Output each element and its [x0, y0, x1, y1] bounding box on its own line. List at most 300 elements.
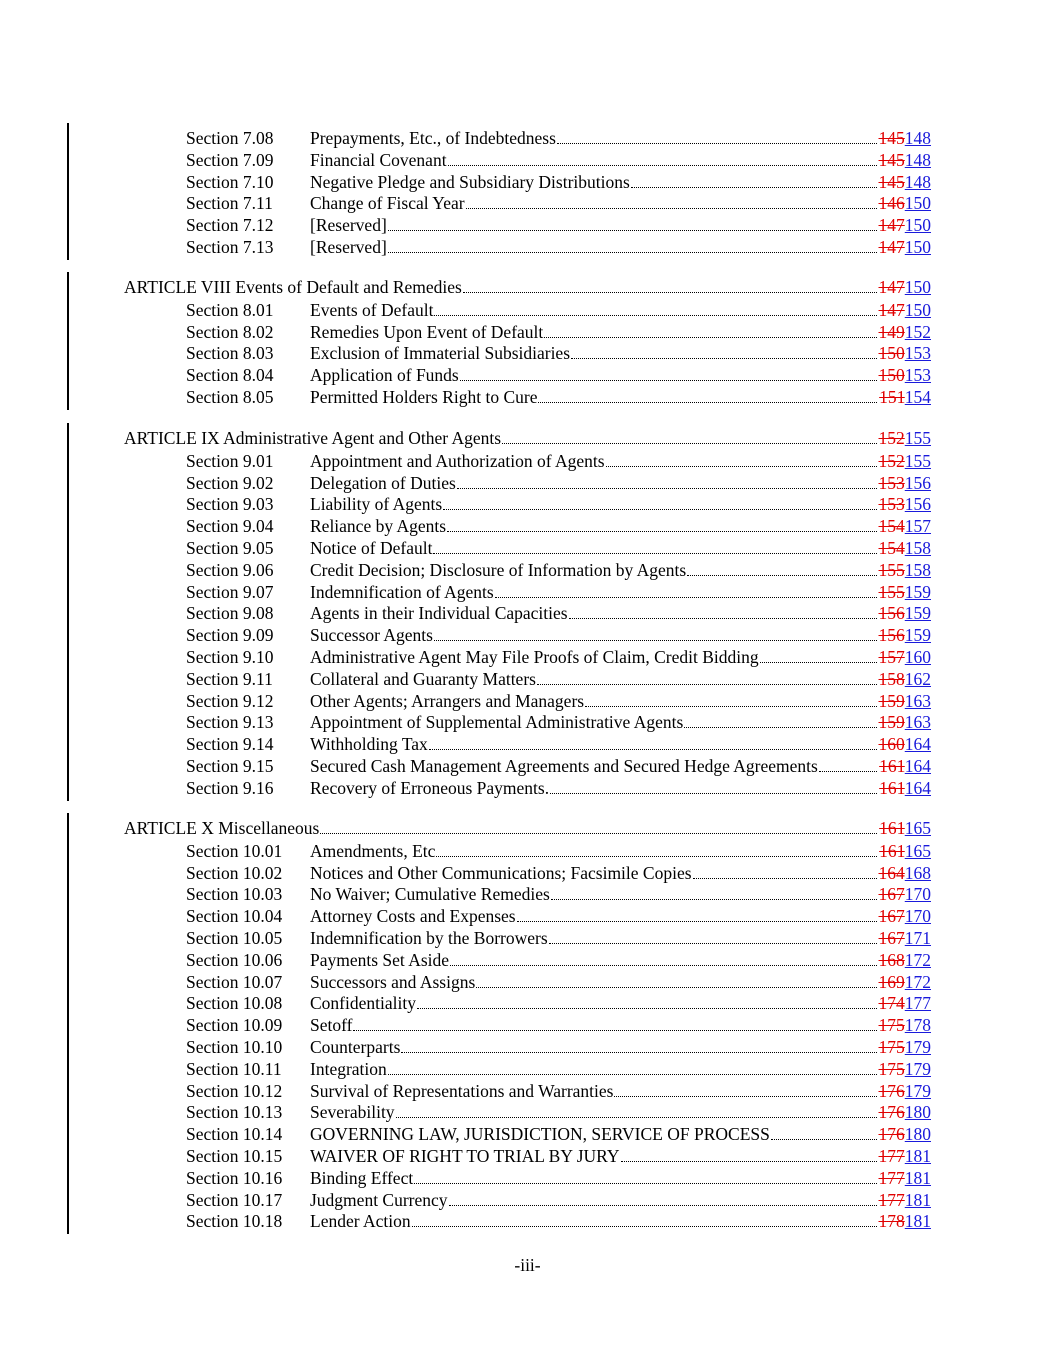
section-title: Binding Effect [310, 1167, 414, 1188]
deleted-page-number: 151 [879, 387, 905, 407]
toc-section-entry[interactable] [0, 992, 1055, 1014]
dot-leader [450, 964, 876, 966]
section-title: Liability of Agents [310, 494, 443, 515]
toc-section-entry[interactable] [0, 1210, 1055, 1232]
section-title: Recovery of Erroneous Payments. [310, 777, 550, 798]
inserted-page-link[interactable]: 164 [904, 756, 931, 776]
deleted-page-number: 167 [878, 906, 905, 927]
section-number: Section 10.06 [186, 949, 283, 970]
dot-leader [538, 401, 877, 403]
toc-section-entry[interactable] [0, 711, 1055, 733]
section-title: Judgment Currency [310, 1189, 448, 1210]
dot-leader [320, 832, 877, 834]
dot-leader [551, 898, 877, 900]
inserted-page-link[interactable]: 180 [904, 1124, 931, 1145]
dot-leader [449, 1204, 877, 1206]
dot-leader [463, 291, 877, 293]
page-number: -iii- [514, 1255, 541, 1275]
section-title: Collateral and Guaranty Matters [310, 668, 536, 689]
toc-section-entry[interactable] [0, 149, 1055, 171]
section-number: Section 9.02 [186, 472, 274, 493]
inserted-page-link[interactable]: 160 [904, 647, 931, 667]
page-reference [879, 493, 932, 515]
section-title: Permitted Holders Right to Cure [310, 387, 538, 407]
section-number: Section 9.05 [186, 538, 274, 558]
section-number: Section 10.10 [186, 1037, 283, 1057]
page-reference [879, 321, 932, 343]
inserted-page-link[interactable]: 155 [904, 428, 931, 448]
inserted-page-link[interactable]: 165 [904, 818, 931, 838]
page-reference [879, 711, 932, 733]
dot-leader [353, 1029, 876, 1031]
page-reference [879, 883, 932, 905]
section-title: Exclusion of Immaterial Subsidiaries [310, 343, 571, 364]
toc-section-entry[interactable] [0, 905, 1055, 927]
inserted-page-link[interactable]: 148 [904, 149, 931, 170]
inserted-page-link[interactable]: 157 [904, 516, 931, 537]
inserted-page-link[interactable]: 156 [904, 494, 931, 515]
inserted-page-link[interactable]: 150 [904, 193, 931, 214]
article-title: ARTICLE IX Administrative Agent and Other Agents [124, 428, 502, 448]
dot-leader [760, 661, 877, 663]
toc-section-entry[interactable] [0, 214, 1055, 236]
section-number: Section 10.18 [186, 1211, 283, 1232]
page-reference [879, 755, 931, 777]
page-reference [879, 668, 932, 690]
deleted-page-number: 147 [878, 277, 905, 297]
inserted-page-link[interactable]: 179 [904, 1058, 931, 1079]
deleted-page-number: 145 [878, 171, 905, 192]
dot-leader [388, 229, 877, 231]
toc-section-entry[interactable] [0, 690, 1055, 712]
toc-section-entry[interactable] [0, 624, 1055, 646]
deleted-page-number: 167 [878, 928, 905, 948]
page-reference [879, 992, 932, 1014]
deleted-page-number: 153 [878, 494, 905, 515]
section-number: Section 9.01 [186, 450, 274, 471]
section-title: Successors and Assigns [310, 971, 476, 992]
section-number: Section 9.11 [186, 668, 273, 689]
inserted-page-link[interactable]: 171 [904, 928, 931, 948]
dot-leader [495, 596, 877, 598]
section-title: [Reserved] [310, 237, 387, 257]
dot-leader [544, 336, 876, 338]
section-number: Section 10.15 [186, 1146, 283, 1166]
inserted-page-link[interactable]: 150 [904, 237, 931, 257]
section-title: Appointment of Supplemental Administrative Agents [310, 712, 684, 733]
inserted-page-link[interactable]: 163 [904, 712, 931, 733]
page-reference [879, 1123, 932, 1145]
section-number: Section 10.17 [186, 1189, 283, 1210]
page-reference [879, 559, 932, 581]
section-number: Section 10.05 [186, 928, 283, 948]
page-reference [879, 214, 932, 236]
inserted-page-link[interactable]: 172 [904, 949, 931, 970]
dot-leader [433, 552, 876, 554]
toc-section-entry[interactable] [0, 342, 1055, 364]
section-title: Remedies Upon Event of Default [310, 321, 544, 342]
section-number: Section 7.08 [186, 128, 274, 148]
toc-section-entry[interactable] [0, 602, 1055, 624]
toc-section-entry[interactable] [0, 450, 1055, 472]
section-number: Section 8.05 [186, 387, 274, 407]
section-number: Section 10.04 [186, 906, 283, 927]
change-bar [67, 272, 69, 410]
section-number: Section 10.08 [186, 993, 283, 1014]
inserted-page-link[interactable]: 179 [904, 1037, 931, 1057]
page-reference [879, 236, 932, 258]
toc-section-entry[interactable] [0, 472, 1055, 494]
deleted-page-number: 160 [878, 734, 905, 755]
page-reference [879, 364, 932, 386]
deleted-page-number: 168 [878, 949, 905, 970]
deleted-page-number: 177 [878, 1167, 905, 1188]
dot-leader [557, 142, 877, 144]
toc-section-entry[interactable] [0, 733, 1055, 755]
section-number: Section 10.07 [186, 971, 283, 992]
toc-section-entry[interactable] [0, 668, 1055, 690]
dot-leader [537, 683, 877, 685]
deleted-page-number: 174 [878, 993, 905, 1014]
page-reference [879, 1167, 932, 1189]
inserted-page-link[interactable]: 148 [904, 171, 931, 192]
section-title: Attorney Costs and Expenses [310, 906, 516, 927]
section-title: Confidentiality [310, 993, 416, 1014]
section-title: Payments Set Aside [310, 949, 450, 970]
inserted-page-link[interactable]: 153 [904, 343, 931, 364]
section-title: Lender Action [310, 1211, 411, 1232]
dot-leader [606, 465, 877, 467]
section-number: Section 10.14 [186, 1124, 283, 1145]
dot-leader [571, 357, 876, 359]
deleted-page-number: 152 [878, 450, 905, 471]
deleted-page-number: 176 [878, 1102, 905, 1123]
toc-section-entry[interactable] [0, 840, 1055, 862]
toc-article-entry[interactable] [0, 427, 1055, 449]
dot-leader [401, 1051, 876, 1053]
inserted-page-link[interactable]: 159 [904, 625, 931, 646]
section-number: Section 7.11 [186, 193, 273, 214]
deleted-page-number: 154 [878, 538, 905, 558]
page-reference [879, 862, 932, 884]
deleted-page-number: 161 [879, 840, 905, 861]
deleted-page-number: 156 [878, 603, 905, 624]
deleted-page-number: 175 [878, 1015, 905, 1036]
section-number: Section 7.09 [186, 149, 274, 170]
toc-section-entry[interactable] [0, 236, 1055, 258]
inserted-page-link[interactable]: 150 [904, 277, 931, 297]
dot-leader [687, 574, 876, 576]
dot-leader [412, 1225, 877, 1227]
section-title: Negative Pledge and Subsidiary Distributions [310, 171, 630, 192]
page-reference [879, 777, 931, 799]
toc-section-entry[interactable] [0, 1014, 1055, 1036]
inserted-page-link[interactable]: 172 [904, 971, 931, 992]
dot-leader [819, 770, 877, 772]
deleted-page-number: 156 [878, 625, 905, 646]
change-bar [67, 123, 69, 260]
inserted-page-link[interactable]: 181 [904, 1189, 931, 1210]
inserted-page-link[interactable]: 148 [904, 128, 931, 148]
section-title: Survival of Representations and Warranties [310, 1080, 614, 1101]
dot-leader [631, 186, 877, 188]
toc-section-entry[interactable] [0, 927, 1055, 949]
deleted-page-number: 177 [878, 1146, 905, 1166]
section-title: Indemnification by the Borrowers [310, 928, 548, 948]
toc-section-entry[interactable] [0, 1080, 1055, 1102]
page-reference [879, 127, 932, 149]
inserted-page-link[interactable]: 154 [904, 387, 931, 407]
deleted-page-number: 153 [878, 472, 905, 493]
section-number: Section 10.09 [186, 1015, 283, 1036]
page-reference [879, 840, 931, 862]
deleted-page-number: 175 [878, 1037, 905, 1057]
deleted-page-number: 177 [878, 1189, 905, 1210]
inserted-page-link[interactable]: 168 [904, 862, 931, 883]
deleted-page-number: 159 [878, 690, 905, 711]
inserted-page-link[interactable]: 180 [904, 1102, 931, 1123]
dot-leader [621, 1160, 877, 1162]
page-reference [879, 276, 932, 298]
toc-article-entry[interactable] [0, 817, 1055, 839]
deleted-page-number: 176 [878, 1080, 905, 1101]
section-title: No Waiver; Cumulative Remedies [310, 884, 550, 905]
section-number: Section 9.12 [186, 690, 274, 711]
section-title: Reliance by Agents [310, 516, 447, 537]
page-reference [879, 733, 932, 755]
section-title: Severability [310, 1102, 395, 1123]
page-reference [879, 427, 932, 449]
inserted-page-link[interactable]: 179 [904, 1080, 931, 1101]
toc-section-entry[interactable] [0, 127, 1055, 149]
inserted-page-link[interactable]: 177 [904, 993, 931, 1014]
inserted-page-link[interactable]: 162 [904, 668, 931, 689]
toc-section-entry[interactable] [0, 581, 1055, 603]
section-number: Section 8.03 [186, 343, 274, 364]
dot-leader [396, 1116, 877, 1118]
inserted-page-link[interactable]: 150 [904, 299, 931, 320]
toc-section-entry[interactable] [0, 646, 1055, 668]
toc-section-entry[interactable] [0, 386, 1055, 408]
section-title: Agents in their Individual Capacities [310, 603, 568, 624]
toc-section-entry[interactable] [0, 1167, 1055, 1189]
deleted-page-number: 158 [878, 668, 905, 689]
inserted-page-link[interactable]: 150 [904, 215, 931, 236]
article-title: ARTICLE VIII Events of Default and Remedies [124, 277, 462, 297]
section-title: Integration [310, 1058, 387, 1079]
page-reference [879, 624, 932, 646]
toc-section-entry[interactable] [0, 971, 1055, 993]
section-title: Appointment and Authorization of Agents [310, 450, 605, 471]
section-number: Section 9.10 [186, 647, 274, 667]
inserted-page-link[interactable]: 170 [904, 884, 931, 905]
section-title: Secured Cash Management Agreements and Secured Hedge Agreements [310, 756, 818, 776]
deleted-page-number: 169 [878, 971, 905, 992]
toc-section-entry[interactable] [0, 364, 1055, 386]
page-reference [879, 1189, 932, 1211]
section-title: Financial Covenant [310, 149, 447, 170]
toc-section-entry[interactable] [0, 1145, 1055, 1167]
toc-section-entry[interactable] [0, 1058, 1055, 1080]
section-title: Credit Decision; Disclosure of Information by Agents [310, 559, 687, 580]
page-reference [879, 515, 932, 537]
page-reference [879, 581, 932, 603]
dot-leader [434, 639, 877, 641]
inserted-page-link[interactable]: 181 [904, 1146, 931, 1166]
inserted-page-link[interactable]: 164 [904, 734, 931, 755]
change-bar [67, 423, 69, 801]
dot-leader [429, 748, 877, 750]
deleted-page-number: 155 [878, 559, 905, 580]
page-reference [879, 905, 932, 927]
inserted-page-link[interactable]: 164 [904, 777, 931, 798]
toc-section-entry[interactable] [0, 883, 1055, 905]
inserted-page-link[interactable]: 155 [904, 450, 931, 471]
deleted-page-number: 164 [878, 862, 905, 883]
dot-leader [434, 314, 876, 316]
page-reference [879, 602, 932, 624]
inserted-page-link[interactable]: 165 [904, 840, 931, 861]
dot-leader [388, 1073, 877, 1075]
deleted-page-number: 176 [878, 1124, 905, 1145]
section-number: Section 9.16 [186, 777, 274, 798]
section-title: Delegation of Duties [310, 472, 456, 493]
section-title: Successor Agents [310, 625, 433, 646]
inserted-page-link[interactable]: 153 [904, 365, 931, 386]
section-number: Section 9.08 [186, 603, 274, 624]
inserted-page-link[interactable]: 159 [904, 581, 931, 602]
toc-section-entry[interactable] [0, 1123, 1055, 1145]
toc-section-entry[interactable] [0, 1101, 1055, 1123]
inserted-page-link[interactable]: 158 [904, 559, 931, 580]
dot-leader [443, 508, 876, 510]
deleted-page-number: 145 [878, 149, 905, 170]
dot-leader [614, 1095, 876, 1097]
section-number: Section 10.11 [186, 1058, 282, 1079]
dot-leader [771, 1138, 877, 1140]
inserted-page-link[interactable]: 178 [904, 1015, 931, 1036]
section-number: Section 7.10 [186, 171, 274, 192]
dot-leader [569, 617, 877, 619]
deleted-page-number: 175 [878, 1058, 905, 1079]
deleted-page-number: 146 [878, 193, 905, 214]
page-reference [879, 971, 932, 993]
toc-article-entry[interactable] [0, 276, 1055, 298]
deleted-page-number: 178 [878, 1211, 905, 1232]
dot-leader [476, 986, 876, 988]
page-reference [879, 1014, 932, 1036]
page-reference [879, 1101, 932, 1123]
section-number: Section 8.04 [186, 365, 274, 386]
section-title: [Reserved] [310, 215, 387, 236]
toc-section-entry[interactable] [0, 192, 1055, 214]
section-title: Other Agents; Arrangers and Managers [310, 690, 585, 711]
page-reference [879, 171, 932, 193]
page-reference [879, 472, 932, 494]
toc-section-entry[interactable] [0, 1036, 1055, 1058]
toc-section-entry[interactable] [0, 537, 1055, 559]
dot-leader [693, 877, 877, 879]
dot-leader [436, 855, 877, 857]
section-number: Section 8.02 [186, 321, 274, 342]
dot-leader [460, 379, 877, 381]
page-reference [879, 690, 932, 712]
dot-leader [466, 207, 877, 209]
toc-section-entry[interactable] [0, 755, 1055, 777]
deleted-page-number: 167 [878, 884, 905, 905]
page-reference [879, 149, 932, 171]
page-reference [879, 1036, 932, 1058]
toc-section-entry[interactable] [0, 321, 1055, 343]
page-reference [879, 299, 932, 321]
toc-section-entry[interactable] [0, 171, 1055, 193]
page-reference [879, 1145, 932, 1167]
deleted-page-number: 150 [878, 343, 905, 364]
page-reference [879, 1080, 932, 1102]
inserted-page-link[interactable]: 159 [904, 603, 931, 624]
page-reference [879, 1210, 932, 1232]
section-title: Change of Fiscal Year [310, 193, 465, 214]
dot-leader [585, 705, 876, 707]
section-title: Prepayments, Etc., of Indebtedness [310, 128, 556, 148]
deleted-page-number: 152 [878, 428, 905, 448]
deleted-page-number: 147 [878, 299, 905, 320]
section-number: Section 10.13 [186, 1102, 283, 1123]
deleted-page-number: 147 [878, 237, 905, 257]
section-title: Counterparts [310, 1037, 401, 1057]
toc-section-entry[interactable] [0, 515, 1055, 537]
inserted-page-link[interactable]: 163 [904, 690, 931, 711]
deleted-page-number: 161 [879, 818, 905, 838]
inserted-page-link[interactable]: 158 [904, 538, 931, 558]
dot-leader [502, 442, 876, 444]
section-title: Administrative Agent May File Proofs of Claim, Credit Bidding [310, 647, 759, 667]
toc-section-entry[interactable] [0, 1189, 1055, 1211]
section-number: Section 9.13 [186, 712, 274, 733]
dot-leader [517, 920, 877, 922]
dot-leader [550, 792, 877, 794]
toc-section-entry[interactable] [0, 493, 1055, 515]
deleted-page-number: 145 [878, 128, 905, 148]
toc-section-entry[interactable] [0, 862, 1055, 884]
page-reference [879, 817, 931, 839]
page-reference [879, 1058, 932, 1080]
toc-section-entry[interactable] [0, 559, 1055, 581]
toc-section-entry[interactable] [0, 299, 1055, 321]
deleted-page-number: 161 [879, 756, 905, 776]
inserted-page-link[interactable]: 156 [904, 472, 931, 493]
section-number: Section 10.03 [186, 884, 283, 905]
section-title: Events of Default [310, 299, 434, 320]
toc-section-entry[interactable] [0, 949, 1055, 971]
inserted-page-link[interactable]: 181 [904, 1167, 931, 1188]
page-reference [879, 192, 932, 214]
section-title: WAIVER OF RIGHT TO TRIAL BY JURY [310, 1146, 620, 1166]
section-number: Section 9.14 [186, 734, 274, 755]
inserted-page-link[interactable]: 152 [904, 321, 931, 342]
section-number: Section 9.09 [186, 625, 274, 646]
section-number: Section 7.12 [186, 215, 274, 236]
dot-leader [417, 1007, 877, 1009]
inserted-page-link[interactable]: 170 [904, 906, 931, 927]
section-number: Section 10.16 [186, 1167, 283, 1188]
page-reference [879, 927, 932, 949]
inserted-page-link[interactable]: 181 [904, 1211, 931, 1232]
section-title: Setoff [310, 1015, 353, 1036]
dot-leader [549, 942, 877, 944]
toc-section-entry[interactable] [0, 777, 1055, 799]
dot-leader [388, 251, 877, 253]
